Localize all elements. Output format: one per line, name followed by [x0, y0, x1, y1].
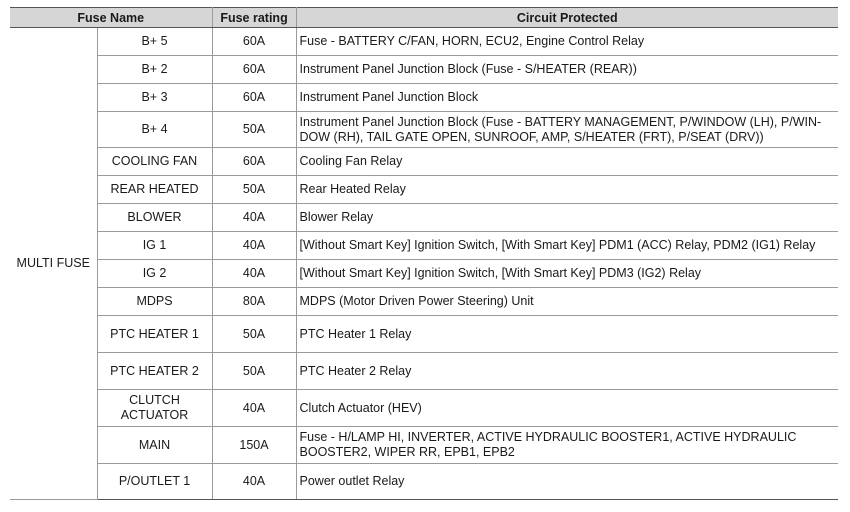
- header-circuit-protected: Circuit Protected: [296, 8, 838, 28]
- table-row: [10, 204, 838, 232]
- table-header-row: [10, 8, 838, 28]
- circuit-cell: Cooling Fan Relay: [296, 148, 838, 176]
- fuse-rating-cell: 60A: [212, 28, 296, 56]
- table-row: [10, 232, 838, 260]
- table-row: [10, 84, 838, 112]
- circuit-cell: Rear Heated Relay: [296, 176, 838, 204]
- fuse-name-cell: B+ 4: [97, 112, 212, 148]
- group-label-multi-fuse: MULTI FUSE: [10, 28, 97, 500]
- table-row: [10, 464, 838, 500]
- circuit-cell: Fuse - BATTERY C/FAN, HORN, ECU2, Engine Control Relay: [296, 28, 838, 56]
- fuse-name-cell: B+ 2: [97, 56, 212, 84]
- circuit-cell: [Without Smart Key] Ignition Switch, [With Smart Key] PDM1 (ACC) Relay, PDM2 (IG1) Relay: [296, 232, 838, 260]
- fuse-rating-cell: 60A: [212, 148, 296, 176]
- circuit-cell: Instrument Panel Junction Block: [296, 84, 838, 112]
- fuse-rating-cell: 40A: [212, 204, 296, 232]
- table-row: [10, 390, 838, 427]
- table-row: [10, 176, 838, 204]
- fuse-name-cell: P/OUTLET 1: [97, 464, 212, 500]
- header-fuse-name: Fuse Name: [10, 8, 212, 28]
- fuse-rating-cell: 40A: [212, 464, 296, 500]
- fuse-table: [10, 7, 838, 500]
- fuse-name-cell: PTC HEATER 1: [97, 316, 212, 353]
- fuse-rating-cell: 50A: [212, 176, 296, 204]
- circuit-cell: Instrument Panel Junction Block (Fuse - S/HEATER (REAR)): [296, 56, 838, 84]
- fuse-rating-cell: 50A: [212, 316, 296, 353]
- header-fuse-rating: Fuse rating: [212, 8, 296, 28]
- table-row: [10, 28, 838, 56]
- table-row: [10, 288, 838, 316]
- fuse-rating-cell: 50A: [212, 353, 296, 390]
- table-row: [10, 427, 838, 464]
- fuse-name-cell: PTC HEATER 2: [97, 353, 212, 390]
- fuse-name-cell: B+ 3: [97, 84, 212, 112]
- circuit-cell: Power outlet Relay: [296, 464, 838, 500]
- circuit-cell: Instrument Panel Junction Block (Fuse - BATTERY MANAGEMENT, P/WINDOW (LH), P/WIN-DOW (RH), TAIL GATE OPEN, SUNROOF, AMP, S/HEATER (FRT), P/SEAT (DRV)): [296, 112, 838, 148]
- circuit-cell: PTC Heater 2 Relay: [296, 353, 838, 390]
- fuse-name-cell: B+ 5: [97, 28, 212, 56]
- circuit-cell: Fuse - H/LAMP HI, INVERTER, ACTIVE HYDRAULIC BOOSTER1, ACTIVE HYDRAULIC BOOSTER2, WIPER RR, EPB1, EPB2: [296, 427, 838, 464]
- fuse-rating-cell: 40A: [212, 260, 296, 288]
- fuse-rating-cell: 60A: [212, 56, 296, 84]
- circuit-cell: PTC Heater 1 Relay: [296, 316, 838, 353]
- fuse-table-container: [10, 7, 838, 500]
- table-row: [10, 112, 838, 148]
- table-row: [10, 56, 838, 84]
- fuse-rating-cell: 150A: [212, 427, 296, 464]
- fuse-name-cell: IG 2: [97, 260, 212, 288]
- fuse-name-cell: CLUTCH ACTUATOR: [97, 390, 212, 427]
- fuse-rating-cell: 40A: [212, 232, 296, 260]
- table-row: [10, 260, 838, 288]
- circuit-cell: Blower Relay: [296, 204, 838, 232]
- fuse-name-cell: BLOWER: [97, 204, 212, 232]
- table-row: [10, 353, 838, 390]
- circuit-cell: Clutch Actuator (HEV): [296, 390, 838, 427]
- circuit-cell: MDPS (Motor Driven Power Steering) Unit: [296, 288, 838, 316]
- fuse-name-cell: IG 1: [97, 232, 212, 260]
- table-row: [10, 148, 838, 176]
- fuse-name-cell: COOLING FAN: [97, 148, 212, 176]
- circuit-cell: [Without Smart Key] Ignition Switch, [With Smart Key] PDM3 (IG2) Relay: [296, 260, 838, 288]
- fuse-name-cell: REAR HEATED: [97, 176, 212, 204]
- fuse-rating-cell: 80A: [212, 288, 296, 316]
- fuse-rating-cell: 40A: [212, 390, 296, 427]
- table-row: [10, 316, 838, 353]
- fuse-name-cell: MAIN: [97, 427, 212, 464]
- fuse-name-cell: MDPS: [97, 288, 212, 316]
- fuse-rating-cell: 60A: [212, 84, 296, 112]
- fuse-rating-cell: 50A: [212, 112, 296, 148]
